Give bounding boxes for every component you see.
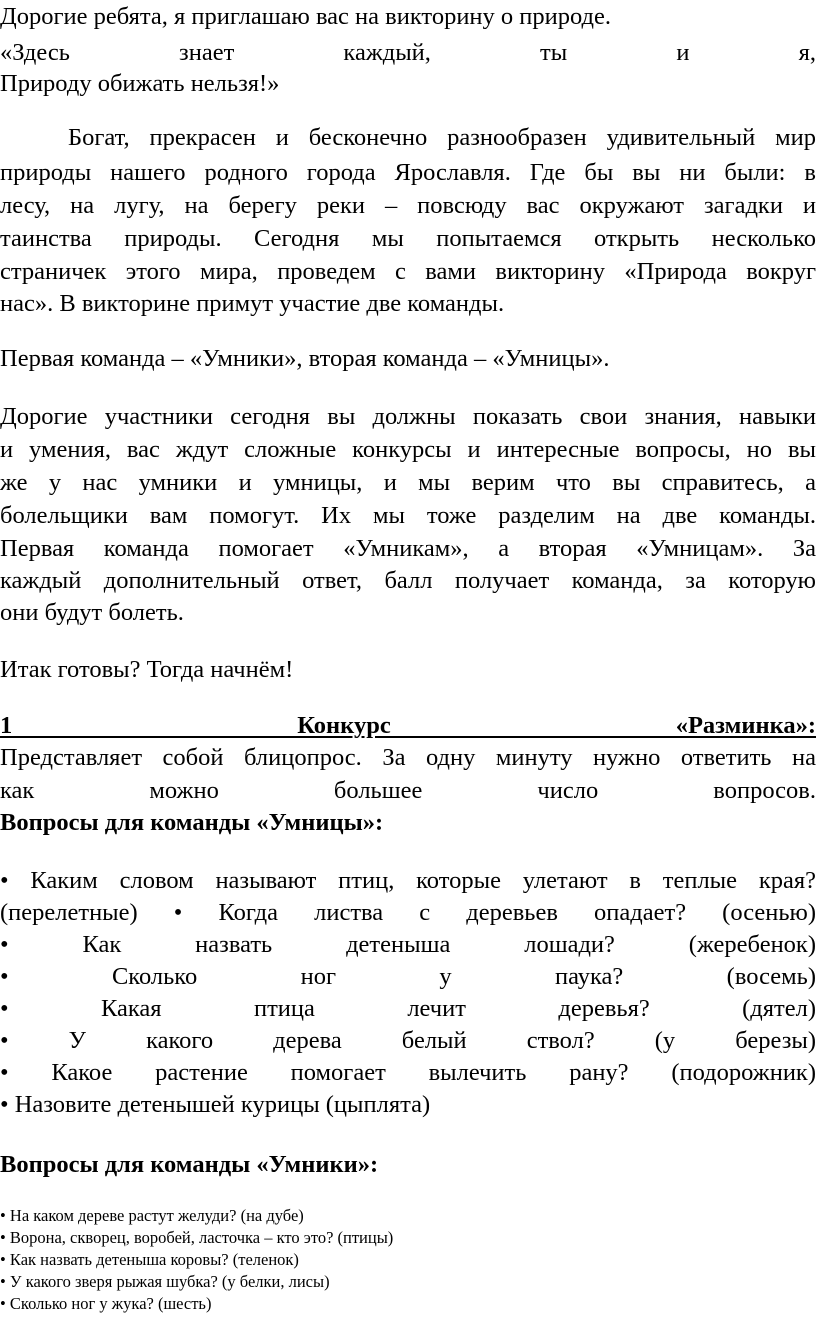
para1-line-4: таинства природы. Сегодня мы попытаемся открыть несколько	[0, 225, 816, 252]
para2-line-4: болельщики вам помогут. Их мы тоже разделим на две команды.	[0, 502, 816, 529]
contest-desc-line-1: Представляет собой блицопрос. За одну минуту нужно ответить на	[0, 744, 816, 771]
para1-line-6: нас». В викторине примут участие две команды.	[0, 290, 505, 317]
boys-question-1: • На каком дереве растут желуди? (на дубе)	[0, 1206, 304, 1225]
para2-line-2: и умения, вас ждут сложные конкурсы и интересные вопросы, но вы	[0, 436, 816, 463]
contest-heading: 1 Конкурс «Разминка»:	[0, 712, 816, 739]
contest-desc-line-2: как можно большее число вопросов.	[0, 777, 816, 804]
girls-question-3: • Как назвать детеныша лошади? (жеребенок)	[0, 931, 816, 958]
para1-line-2: природы нашего родного города Ярославля. Где бы вы ни были: в	[0, 159, 816, 186]
boys-question-5: • Сколько ног у жука? (шесть)	[0, 1294, 212, 1313]
questions-heading-boys: Вопросы для команды «Умники»:	[0, 1151, 379, 1178]
para1-line-3: лесу, на лугу, на берегу реки – повсюду вас окружают загадки и	[0, 192, 816, 219]
intro-poem-line-2: Природу обижать нельзя!»	[0, 70, 280, 97]
boys-question-2: • Ворона, скворец, воробей, ласточка – кто это? (птицы)	[0, 1228, 394, 1247]
para2-line-3: же у нас умники и умницы, и мы верим что вы справитесь, а	[0, 469, 816, 496]
boys-question-4: • У какого зверя рыжая шубка? (у белки, лисы)	[0, 1272, 330, 1291]
intro-line-1: Дорогие ребята, я приглашаю вас на викторину о природе.	[0, 3, 612, 30]
girls-question-4: • Сколько ног у паука? (восемь)	[0, 963, 816, 990]
girls-question-7: • Какое растение помогает вылечить рану? (подорожник)	[0, 1059, 816, 1086]
para1-line-5: страничек этого мира, проведем с вами викторину «Природа вокруг	[0, 258, 816, 285]
girls-question-2: (перелетные) • Когда листва с деревьев опадает? (осенью)	[0, 899, 816, 926]
para2-line-1: Дорогие участники сегодня вы должны показать свои знания, навыки	[0, 403, 816, 430]
girls-question-1: • Каким словом называют птиц, которые улетают в теплые края?	[0, 867, 816, 894]
boys-question-3: • Как назвать детеныша коровы? (теленок)	[0, 1250, 299, 1269]
intro-poem-line-1: «Здесь знает каждый, ты и я,	[0, 39, 816, 66]
girls-question-8: • Назовите детенышей курицы (цыплята)	[0, 1091, 431, 1118]
start-line: Итак готовы? Тогда начнём!	[0, 656, 294, 683]
girls-question-6: • У какого дерева белый ствол? (у березы)	[0, 1027, 816, 1054]
teams-line: Первая команда – «Умники», вторая команда – «Умницы».	[0, 345, 610, 372]
para2-line-7: они будут болеть.	[0, 599, 184, 626]
para1-line-1: Богат, прекрасен и бесконечно разнообразен удивительный мир	[68, 124, 816, 151]
para2-line-5: Первая команда помогает «Умникам», а вторая «Умницам». За	[0, 535, 816, 562]
questions-heading-girls: Вопросы для команды «Умницы»:	[0, 809, 384, 836]
para2-line-6: каждый дополнительный ответ, балл получает команда, за которую	[0, 567, 816, 594]
girls-question-5: • Какая птица лечит деревья? (дятел)	[0, 995, 816, 1022]
